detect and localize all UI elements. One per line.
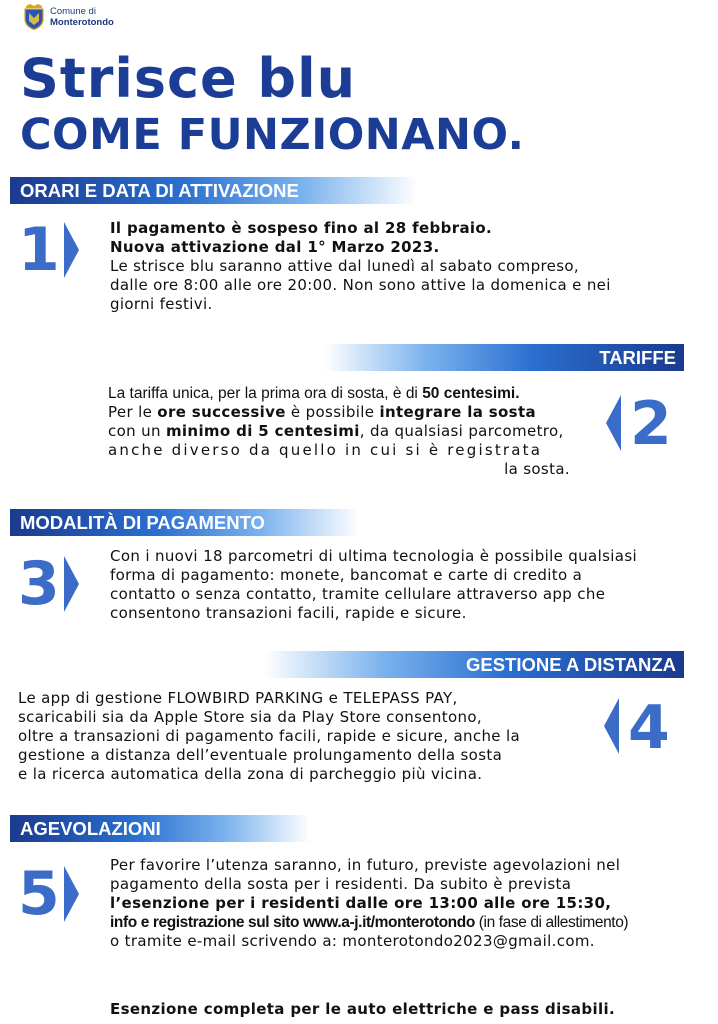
section-4-band: GESTIONE A DISTANZA xyxy=(264,651,684,678)
section-4-line-2: scaricabili sia da Apple Store sia da Play Store consentono, xyxy=(18,708,483,726)
page-subtitle: COME FUNZIONANO. xyxy=(20,110,525,160)
section-1-band: ORARI E DATA DI ATTIVAZIONE xyxy=(10,177,418,204)
section-5-band: AGEVOLAZIONI xyxy=(10,815,310,842)
section-4-line-1: Le app di gestione FLOWBIRD PARKING e TELEPASS PAY, xyxy=(18,689,458,707)
section-4-text xyxy=(18,689,578,784)
chevron-left-icon xyxy=(606,395,621,451)
section-2-line-3c: , da qualsiasi parcometro, xyxy=(359,422,564,440)
section-5-line-4b: (in fase di allestimento) xyxy=(474,914,629,931)
section-1-text xyxy=(110,219,680,314)
section-5-line-3: l’esenzione per i residenti dalle ore 13:00 alle ore 15:30, xyxy=(110,894,612,912)
section-2-line-1a: La tariffa unica, per la prima ora di sosta, è di xyxy=(108,385,423,402)
section-2-line-1b: 50 centesimi. xyxy=(422,385,520,402)
logo-text xyxy=(50,4,114,28)
municipality-logo xyxy=(23,4,114,30)
section-4-line-4: gestione a distanza dell’eventuale prolungamento della sosta xyxy=(18,746,503,764)
chevron-right-icon xyxy=(64,222,79,278)
section-5-number: 5 xyxy=(18,859,60,929)
logo-line-2: Monterotondo xyxy=(50,17,114,28)
section-1-line-3: Le strisce blu saranno attive dal lunedì al sabato compreso, xyxy=(110,257,580,275)
section-2-line-2c: è possibile xyxy=(285,403,380,421)
coat-of-arms-icon xyxy=(23,4,45,30)
chevron-right-icon xyxy=(64,866,79,922)
section-3-line-1: Con i nuovi 18 parcometri di ultima tecnologia è possibile qualsiasi xyxy=(110,547,637,565)
section-2-number: 2 xyxy=(630,389,672,459)
section-5-line-5: o tramite e-mail scrivendo a: monterotondo2023@gmail.com. xyxy=(110,932,595,950)
section-5-line-2: pagamento della sosta per i residenti. Da subito è prevista xyxy=(110,875,572,893)
section-5-footer-text: Esenzione completa per le auto elettriche e pass disabili. xyxy=(110,1000,615,1018)
section-5-line-4a: info e registrazione sul sito www.a-j.it/monterotondo xyxy=(110,914,475,931)
section-2-line-5: la sosta. xyxy=(504,460,570,478)
section-3-text xyxy=(110,547,680,623)
section-2-text xyxy=(108,384,570,479)
chevron-right-icon xyxy=(64,556,79,612)
section-3-line-4: consentono transazioni facili, rapide e sicure. xyxy=(110,604,467,622)
section-2-line-3b: minimo di 5 centesimi xyxy=(165,422,360,440)
section-2-line-3a: con un xyxy=(108,422,166,440)
section-5-footer xyxy=(110,1000,684,1019)
section-3-band: MODALITÀ DI PAGAMENTO xyxy=(10,509,360,536)
section-1-line-4: dalle ore 8:00 alle ore 20:00. Non sono attive la domenica e nei xyxy=(110,276,611,294)
section-2-band: TARIFFE xyxy=(324,344,684,371)
section-1-line-5: giorni festivi. xyxy=(110,295,213,313)
section-5-line-1: Per favorire l’utenza saranno, in futuro, previste agevolazioni nel xyxy=(110,856,621,874)
section-1-line-2: Nuova attivazione dal 1° Marzo 2023. xyxy=(110,238,440,256)
section-2-line-4: anche diverso da quello in cui si è registrata xyxy=(108,441,543,459)
section-3-line-2: forma di pagamento: monete, bancomat e carte di credito a xyxy=(110,566,583,584)
section-1-number: 1 xyxy=(18,215,60,285)
section-4-line-3: oltre a transazioni di pagamento facili, rapide e sicure, anche la xyxy=(18,727,521,745)
section-3-number: 3 xyxy=(18,549,60,619)
section-2-line-2d: integrare la sosta xyxy=(379,403,536,421)
section-4-number: 4 xyxy=(628,693,670,763)
section-2-line-2a: Per le xyxy=(108,403,158,421)
logo-line-1: Comune di xyxy=(50,6,96,17)
section-4-line-5: e la ricerca automatica della zona di parcheggio più vicina. xyxy=(18,765,483,783)
page-title: Strisce blu xyxy=(20,47,357,110)
chevron-left-icon xyxy=(604,698,619,754)
section-5-text xyxy=(110,856,684,951)
section-2-line-2b: ore successive xyxy=(157,403,286,421)
section-3-line-3: contatto o senza contatto, tramite cellulare attraverso app che xyxy=(110,585,606,603)
section-1-line-1: Il pagamento è sospeso fino al 28 febbraio. xyxy=(110,219,493,237)
